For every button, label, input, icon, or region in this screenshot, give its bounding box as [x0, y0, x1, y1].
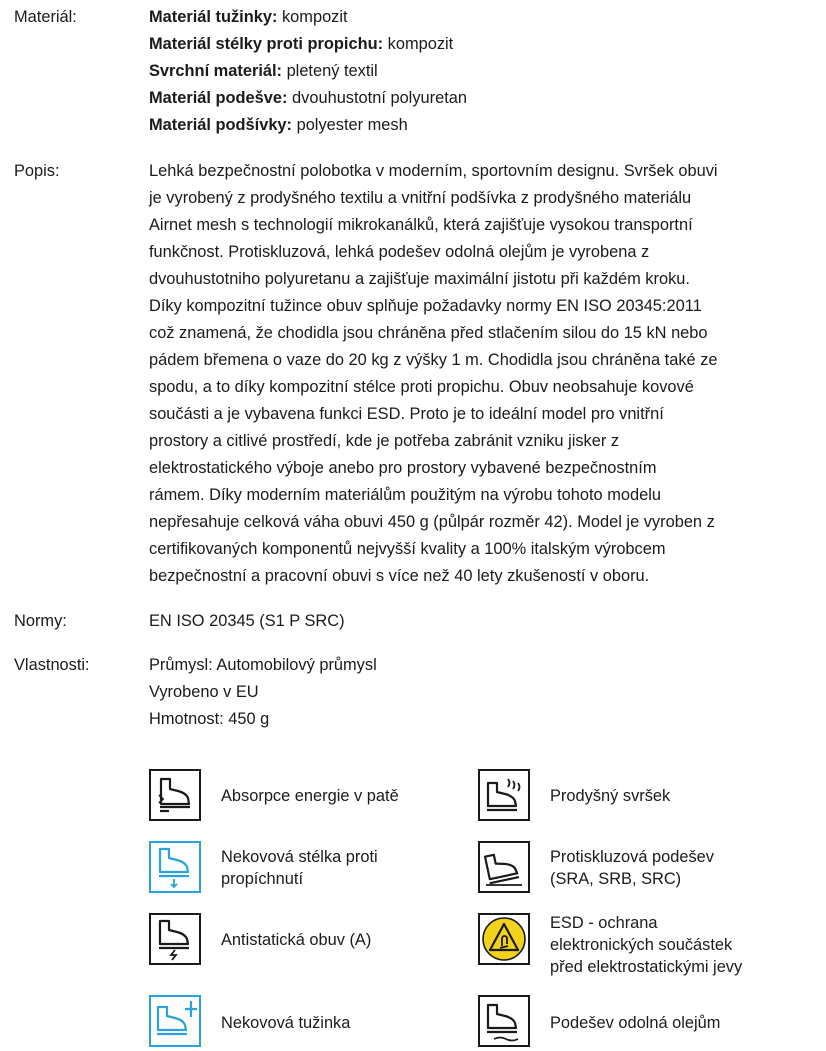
description-line: Díky kompozitní tužince obuv splňuje požadavky normy EN ISO 20345:2011	[149, 297, 702, 315]
material-item: Svrchní materiál: pletený textil	[149, 62, 378, 80]
description-line: certifikovaných komponentů nejvyšší kvality a 100% italským výrobcem	[149, 540, 666, 558]
description-line: funkčnost. Protiskluzová, lehká podešev odolná olejům je vyrobena z	[149, 243, 650, 261]
description-line: nepřesahuje celková váha obuvi 450 g (půlpár rozměr 42). Model je vyroben z	[149, 513, 715, 531]
properties-list	[149, 652, 779, 733]
norms-value: EN ISO 20345 (S1 P SRC)	[149, 612, 345, 630]
properties-label: Vlastnosti:	[14, 656, 90, 674]
description-line: je vyrobený z prodyšného textilu a vnitřní podšívka z prodyšného materiálu	[149, 189, 692, 207]
material-item: Materiál stélky proti propichu: kompozit	[149, 35, 454, 53]
description-line: bezpečnostní a pracovní obuvi s více než 40 lety zkušeností v oboru.	[149, 567, 650, 585]
material-item: Materiál tužinky: kompozit	[149, 8, 348, 26]
description-line: Lehká bezpečnostní polobotka v moderním, sportovním designu. Svršek obuvi	[149, 162, 718, 180]
feature-label: Protiskluzová podešev (SRA, SRB, SRC)	[550, 848, 714, 888]
description-label: Popis:	[14, 162, 60, 180]
non-metal-toecap-icon	[149, 995, 201, 1047]
property-line: Průmysl: Automobilový průmysl	[149, 656, 377, 674]
material-list	[149, 4, 779, 139]
material-item: Materiál podšívky: polyester mesh	[149, 116, 408, 134]
feature-label: Absorpce energie v patě	[221, 787, 399, 805]
description-line: dvouhustotniho polyuretanu a zajišťuje maximální jistotu při každém kroku.	[149, 270, 690, 288]
oil-resistant-sole-icon	[478, 995, 530, 1047]
esd-icon	[478, 913, 530, 965]
description-text	[149, 158, 779, 590]
feature-label: ESD - ochrana elektronických součástek před elektrostatickými jevy	[550, 914, 743, 976]
energy-absorbing-heel-icon	[149, 769, 201, 821]
description-line: součásti a je vybavena funkci ESD. Proto je to ideální model pro vnitřní	[149, 405, 664, 423]
description-line: prostory a citlivé prostředí, kde je potřeba zabránit vzniku jisker z	[149, 432, 620, 450]
antistatic-icon	[149, 913, 201, 965]
description-line: spodu, a to díky kompozitní stélce proti propichu. Obuv neobsahuje kovové	[149, 378, 694, 396]
description-line: Airnet mesh s technologií mikrokanálků, která zajišťuje vysokou transportní	[149, 216, 693, 234]
property-line: Vyrobeno v EU	[149, 683, 259, 701]
description-line: rámem. Díky moderním materiálům použitým na výrobu tohoto modelu	[149, 486, 661, 504]
description-line: elektrostatického výboje anebo pro prostory vybavené bezpečnostním	[149, 459, 657, 477]
material-item: Materiál podešve: dvouhustotní polyuretan	[149, 89, 467, 107]
feature-label: Nekovová tužinka	[221, 1014, 351, 1032]
norms-label: Normy:	[14, 612, 67, 630]
feature-label: Antistatická obuv (A)	[221, 931, 372, 949]
non-metal-insole-icon	[149, 841, 201, 893]
breathable-upper-icon	[478, 769, 530, 821]
description-line: což znamená, že chodidla jsou chráněna před stlačením silou do 15 kN nebo	[149, 324, 708, 342]
property-line: Hmotnost: 450 g	[149, 710, 270, 728]
feature-label: Nekovová stélka proti propíchnutí	[221, 848, 378, 888]
slip-resistant-sole-icon	[478, 841, 530, 893]
feature-label: Prodyšný svršek	[550, 787, 671, 805]
material-label: Materiál:	[14, 8, 77, 26]
description-line: pádem břemena o vaze do 20 kg z výšky 1 m. Chodidla jsou chráněna také ze	[149, 351, 718, 369]
feature-label: Podešev odolná olejům	[550, 1014, 721, 1032]
